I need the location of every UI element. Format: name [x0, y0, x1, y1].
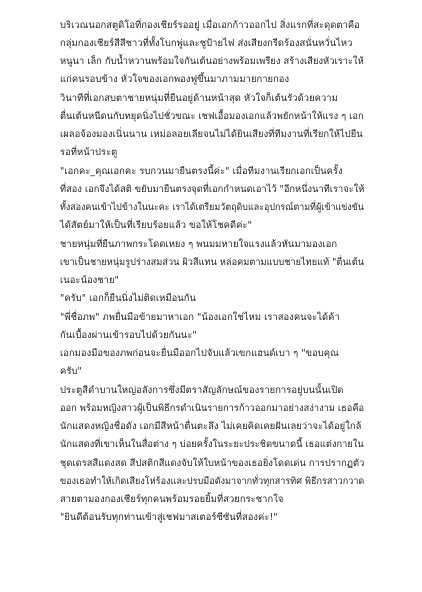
text-line: ชุดเดรสสีแดงสด สีปสติกสีแดงจับให้ใบหน้าของเธอยิ่งโดดเด่น การปรากฏตัว: [60, 458, 365, 469]
text-line: เอกมองมือของภพก่อนจะยื่นมืออกไปจับแล้วเขกแฮนด์เบา ๆ "ขอบคุณ: [60, 348, 339, 359]
text-line: ชายหนุ่มที่ยืนภาพกระโดดเหยง ๆ พนมมหายใจแรงแล้วหันมามองเอก: [60, 239, 338, 250]
text-line: สายตามองกองเชียร์ทุกคนพร้อมรอยยิ้มที่สวยกระชากใจ: [60, 494, 284, 505]
text-line: เนอะน้องชาย": [60, 275, 119, 286]
text-line: ที่สอง เอกจึงได้สติ ขยับมายืนตรงจุดที่เอกกำหนดเอาไว้ "อีกหนึ่งนาทีเราจะให้: [60, 184, 365, 195]
text-line: ตื่นเต้นหนีดนกับทยุดนิ่งไปชั่วขณะ เชฟเอื้อมองเอกแล้วพยักหน้าให้แรง ๆ เอก: [60, 111, 364, 122]
text-line: แก่คนรอบข้าง หัวใจของเอกพองฟูขึ้นมาภามมายกายกอง: [60, 74, 290, 85]
text-line: ของเธอทำให้เกิดเสียงโห่ร้องและปรบมือดังมาจากทั่วทุกสารทิศ พิธีกรสาวกวาด: [60, 476, 365, 487]
text-line: ออก พร้อมหญิงสาวผู้เป็นพิธีกรดำเนินรายการก้าวออกมาอย่างสง่างาม เธอคือ: [60, 403, 365, 414]
text-line: ประตูสีดำบานใหญ่อลังการซึ่งมีตราสัญลักษณ์ของรายการอยู่บนนั้นเปิด: [60, 385, 344, 396]
text-line: ได้สัตย์มาให้เป็นที่เรียบร้อยแล้ว ขอให้โชคดีค่ะ": [60, 220, 252, 231]
text-line: วินาทีที่เอกสบตาชายหนุ่มที่ยืนอยู่ด้านหน้าสุด หัวใจก็เต้นรัวด้วยความ: [60, 93, 338, 104]
text-line: เขาเป็นชายหนุ่มรูปร่างสมส่วน ผิวสีแทน หล่อคมตามแบบชายไทยแท้ "ตื่นเต้น: [60, 257, 365, 268]
text-line: ทั้งสองคนเข้าไปข้างในนะคะ เราได้เตรียมวัตถุดิบและอุปกรณ์ตามที่ผู้เข้าแข่งขัน: [60, 202, 364, 213]
text-line: กันเบื้องผ่านเข้ารอบไปด้วยกันนะ": [60, 330, 197, 341]
text-line: "ครับ" เอกก็ยืนนิ่งไม่ติดเหมือนกัน: [60, 293, 196, 304]
text-line: นักแสดงหญิงชื่อดัง เอกมีสีหน้าตื่นตะลึง ไม่เคยคิดเคยฝันเลยว่าจะได้อยู่ใกล้: [60, 421, 362, 432]
text-line: เผลอจ้องมองเนิ่นนาน เหม่อลอยเลียจนไม่ได้ยินเสียงที่ทีมงานที่เรียกให้ไปยืน: [60, 129, 363, 140]
text-line: ครับ": [60, 366, 82, 377]
text-line: บริเวณนอกสตูดิโอที่กองเชียร์รออยู่ เมื่อเอกก้าวออกไป สิ่งแรกที่สะดุดตาคือ: [60, 20, 360, 31]
text-line: นักแสดงที่เขาเห็นในสื่อต่าง ๆ บ่อยครั้งในระยะประชิดขนาดนี้ เธอแต่งกายใน: [60, 439, 364, 450]
text-line: "ยินดีต้อนรับทุกท่านเข้าสู่เชฟมาสเตอร์ซีซันที่สองค่ะ!": [60, 512, 278, 523]
text-line: หนูนา เล็ก กับน้ำหวานพร้อมใจกันเต้นอย่างพร้อมเพรียง สร้างเสียงหัวเราะให้: [60, 56, 364, 67]
text-line: กลุ่มกองเชียร์สีสีชาวที่ทั้งโบกพู่และชูป้ายไฟ ส่งเสียงกรีดร้องสนั่นหวั่นไหว: [60, 38, 353, 49]
text-line: "เอกคะ_คุณเอกคะ รบกวนมายืนตรงนี้ค่ะ" เมื่อทีมงานเรียกเอกเป็นครั้ง: [60, 166, 343, 177]
text-line: "พี่ชื่อภพ" ภพยื่นมือข้ายมาหาเอก "น้องเอกใช่ไหม เราสองคนจะได้ค้า: [60, 312, 340, 323]
text-line: รอที่หน้าประตู: [60, 147, 118, 158]
